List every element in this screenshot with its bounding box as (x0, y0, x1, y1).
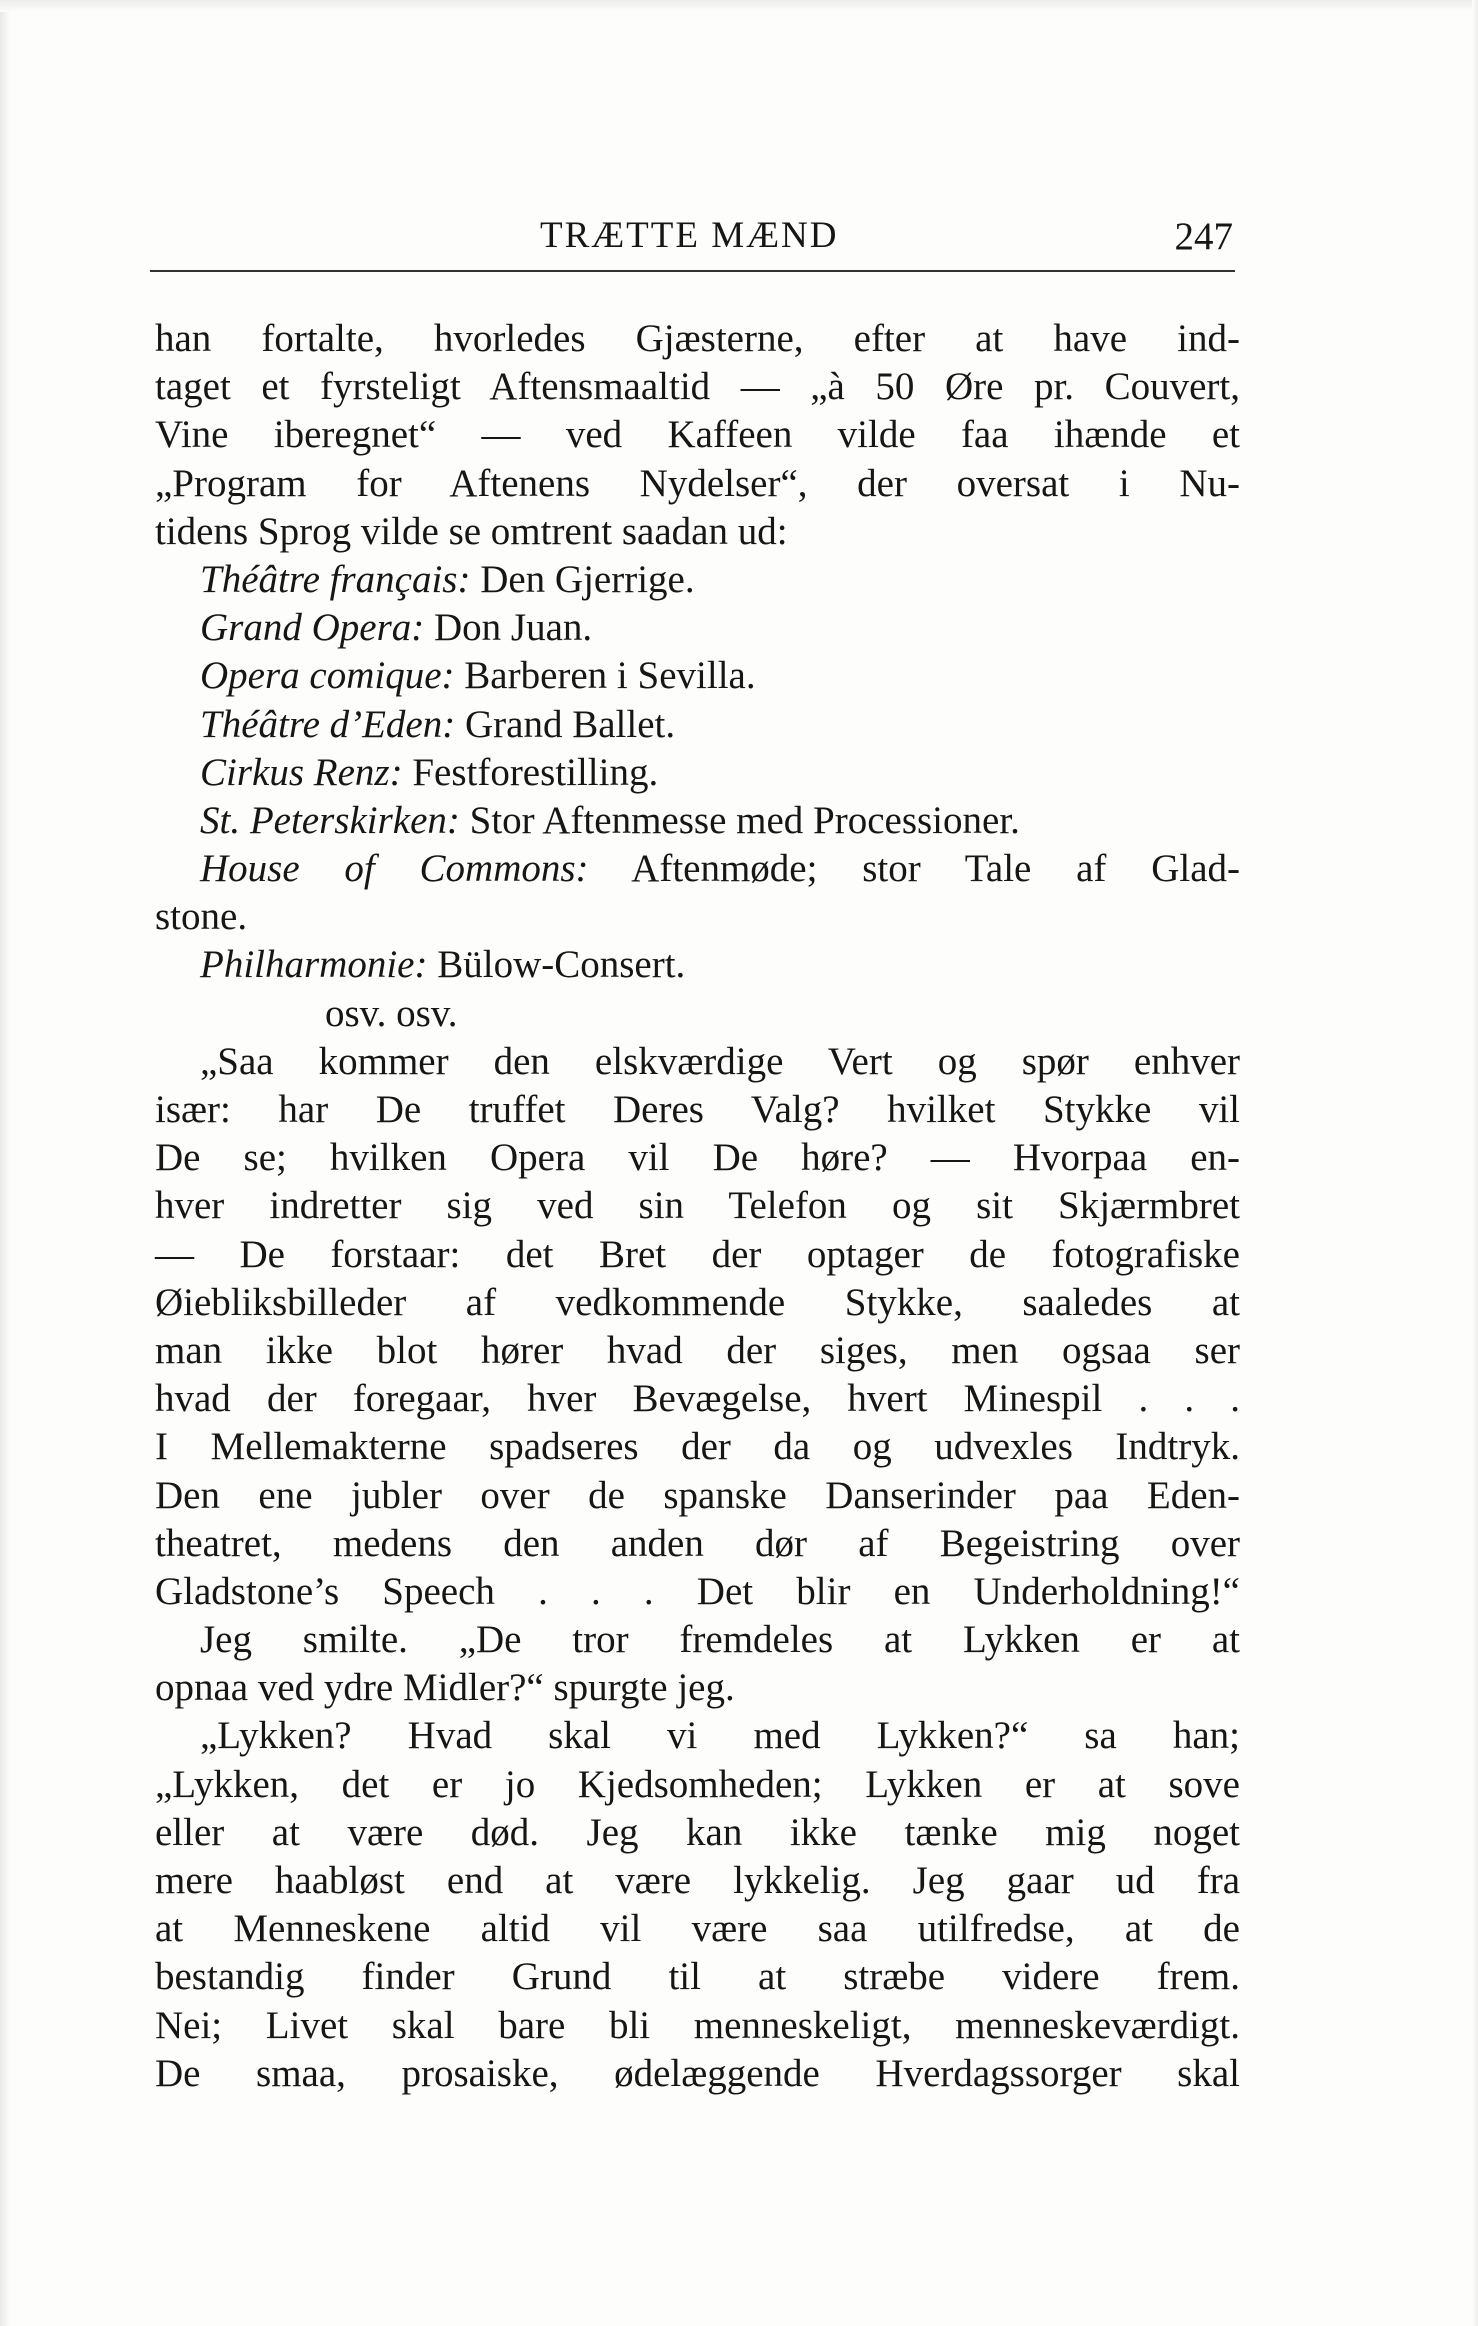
text-line: Nei; Livet skal bare bli menneskeligt, menneskeværdigt. (155, 2003, 1240, 2047)
program-item (155, 652, 1240, 700)
venue-name: House of Commons: (200, 847, 589, 891)
venue-name: St. Peterskirken: (200, 798, 460, 842)
venue-name: Cirkus Renz: (200, 750, 403, 794)
program-item (155, 556, 1240, 604)
text-line: theatret, medens den anden dør af Begeistring over (155, 1521, 1240, 1565)
osv-line: osv. osv. (325, 991, 458, 1035)
text-line: De smaa, prosaiske, ødelæggende Hverdagssorger skal (155, 2051, 1240, 2095)
text-line: Vine iberegnet“ — ved Kaffeen vilde faa ihænde et (155, 413, 1240, 457)
venue-name: Philharmonie: (200, 943, 428, 987)
program-entry: Grand Ballet. (464, 702, 676, 746)
page-edge-right (1472, 0, 1478, 2326)
text-line: Den ene jubler over de spanske Danserinder paa Eden- (155, 1473, 1240, 1517)
program-item (155, 749, 1240, 797)
program-entry: Aftenmøde; stor Tale af Glad- (631, 847, 1240, 891)
program-item (155, 701, 1240, 749)
text-line: Jeg smilte. „De tror fremdeles at Lykken er at (200, 1618, 1240, 1662)
text-line: De se; hvilken Opera vil De høre? — Hvorpaa en- (155, 1136, 1240, 1180)
text-line: han fortalte, hvorledes Gjæsterne, efter at have ind- (155, 317, 1240, 360)
text-line: tidens Sprog vilde se omtrent saadan ud: (155, 509, 788, 553)
text-line: mere haabløst end at være lykkelig. Jeg gaar ud fra (155, 1859, 1240, 1902)
program-entry: Bülow-Consert. (437, 943, 686, 987)
program-item (155, 941, 1240, 989)
venue-name: Opera comique: (200, 654, 455, 698)
text-line: „Lykken? Hvad skal vi med Lykken?“ sa han; (200, 1714, 1240, 1758)
program-entry: Barberen i Sevilla. (464, 654, 756, 698)
program-entry: Festforestilling. (412, 750, 659, 794)
text-line: at Menneskene altid vil være saa utilfredse, at de (155, 1907, 1240, 1951)
text-line: hver indretter sig ved sin Telefon og sit Skjærmbret (155, 1184, 1240, 1228)
text-line: eller at være død. Jeg kan ikke tænke mig noget (155, 1810, 1240, 1854)
page-header (150, 208, 1233, 266)
program-item (155, 797, 1240, 845)
program-item (155, 845, 1240, 893)
text-line: „Program for Aftenens Nydelser“, der oversat i Nu- (155, 461, 1240, 505)
program-entry: Den Gjerrige. (480, 557, 695, 601)
header-rule (150, 270, 1235, 272)
text-line: Gladstone’s Speech . . . Det blir en Underholdning!“ (155, 1569, 1240, 1613)
running-title: TRÆTTE MÆND (540, 215, 839, 256)
text-line: bestandig finder Grund til at stræbe videre frem. (155, 1955, 1240, 1999)
program-item (155, 604, 1240, 652)
text-line: taget et fyrsteligt Aftensmaaltid — „à 50 Øre pr. Couvert, (155, 365, 1240, 409)
text-line: man ikke blot hører hvad der siges, men ogsaa ser (155, 1328, 1240, 1372)
page-number: 247 (1174, 215, 1233, 258)
text-line: opnaa ved ydre Midler?“ spurgte jeg. (155, 1666, 735, 1710)
page-edge-top (0, 0, 1478, 12)
venue-name: Théâtre français: (200, 557, 471, 601)
text-line: — De forstaar: det Bret der optager de fotografiske (155, 1232, 1240, 1276)
venue-name: Grand Opera: (200, 606, 425, 650)
program-entry: Stor Aftenmesse med Processioner. (469, 798, 1020, 842)
body-text (155, 315, 1240, 2098)
text-line: hvad der foregaar, hver Bevægelse, hvert Minespil . . . (155, 1377, 1240, 1421)
text-line: især: har De truffet Deres Valg? hvilket Stykke vil (155, 1088, 1240, 1131)
program-entry: Don Juan. (433, 606, 593, 650)
venue-name: Théâtre d’Eden: (200, 702, 456, 746)
text-line: I Mellemakterne spadseres der da og udvexles Indtryk. (155, 1425, 1240, 1469)
page-edge-left (0, 0, 10, 2326)
text-line: „Lykken, det er jo Kjedsomheden; Lykken er at sove (155, 1762, 1240, 1806)
text-line: stone. (155, 895, 248, 939)
text-line: „Saa kommer den elskværdige Vert og spør enhver (200, 1039, 1240, 1083)
text-line: Øiebliksbilleder af vedkommende Stykke, saaledes at (155, 1280, 1240, 1324)
